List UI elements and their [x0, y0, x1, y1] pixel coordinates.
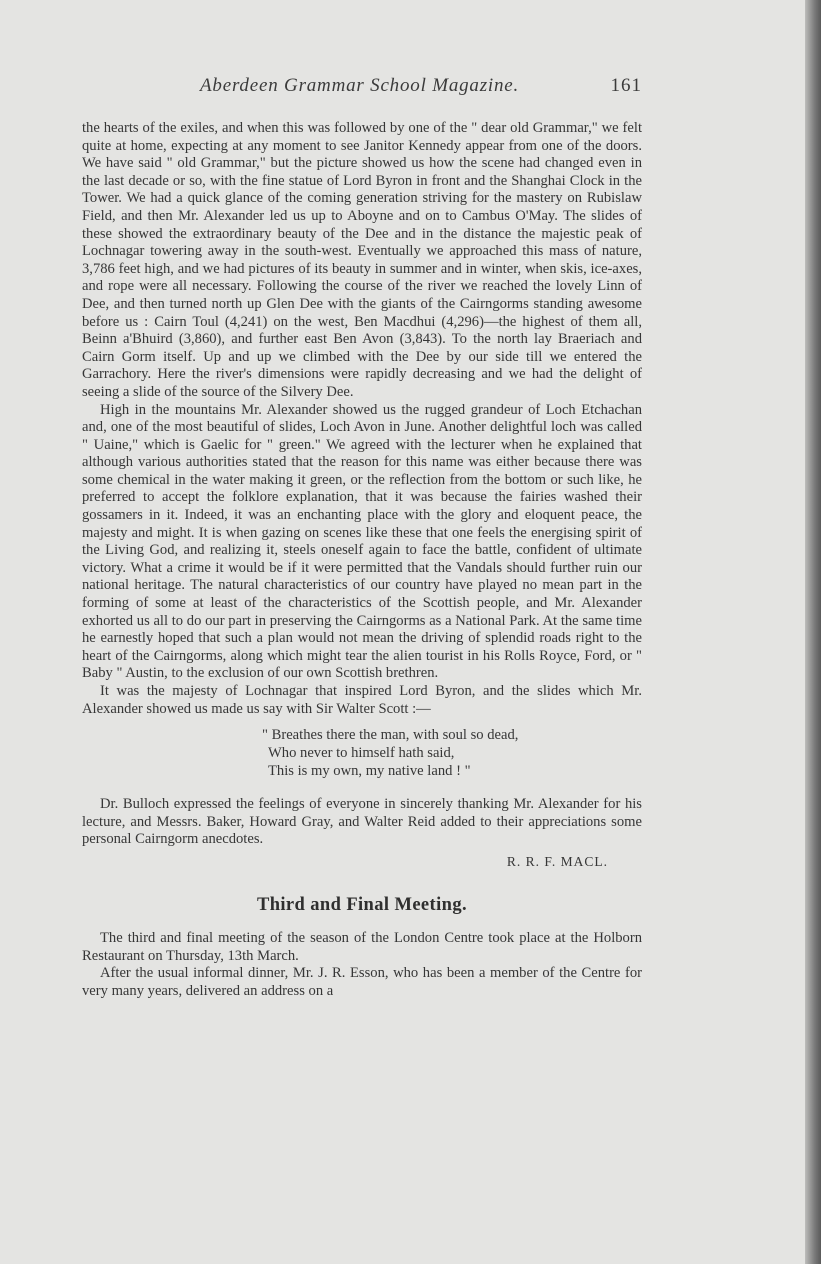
verse-line: This is my own, my native land ! "	[268, 763, 471, 780]
article-body	[82, 120, 642, 1001]
paragraph: After the usual informal dinner, Mr. J. R. Esson, who has been a member of the Centre for very many years, delivered an address on a	[82, 965, 642, 999]
page-header	[82, 72, 642, 102]
verse-line: Who never to himself hath said,	[268, 745, 455, 762]
author-signature: R. R. F. MACL.	[506, 853, 608, 869]
verse-line: " Breathes there the man, with soul so dead,	[262, 727, 519, 744]
paragraph: It was the majesty of Lochnagar that inspired Lord Byron, and the slides which Mr. Alexander showed us made us say with Sir Walter Scott :—	[82, 683, 642, 717]
running-title: Aberdeen Grammar School Magazine.	[200, 75, 520, 96]
paragraph: The third and final meeting of the season of the London Centre took place at the Holborn Restaurant on Thursday, 13th March.	[82, 930, 642, 964]
closing-paragraph: Dr. Bulloch expressed the feelings of everyone in sincerely thanking Mr. Alexander for his lecture, and Messrs. Baker, Howard Gray, and Walter Reid added to their appreciations some personal Cairngorm anecdotes.	[82, 796, 642, 848]
section-heading: Third and Final Meeting.	[256, 894, 468, 915]
page-edge-shadow	[805, 0, 821, 1264]
paragraph: the hearts of the exiles, and when this was followed by one of the " dear old Grammar," we felt quite at home, expecting at any moment to see Janitor Kennedy appear from one of the doors. We have said " old Grammar," but the picture showed us how the scene had changed even in the last decade or so, with the fine statue of Lord Byron in front and the Shanghai Clock in the Tower. We had a quick glance of the coming generation striving for the mastery on Rubislaw Field, and then Mr. Alexander led us up to Aboyne and on to Cambus O'May. The slides of these showed the extraordinary beauty of the Dee and in the distance the majestic peak of Lochnagar towering away in the south-west. Eventually we approached this mass of nature, 3,786 feet high, and we had pictures of its beauty in summer and in winter, when skis, ice-axes, and rope were all necessary. Following the course of the river we reached the lovely Linn of Dee, and then turned north up Glen Dee with the giants of the Cairngorms standing awesome before us : Cairn Toul (4,241) on the west, Ben Macdhui (4,296)—the highest of them all, Beinn a'Bhuird (3,860), and further east Ben Avon (3,843). To the north lay Braeriach and Cairn Gorm itself. Up and up we climbed with the Dee by our side till we entered the Garrachory. Here the river's dimensions were rapidly decreasing and we had the delight of seeing a slide of the source of the Silvery Dee.	[82, 120, 642, 400]
paragraph: High in the mountains Mr. Alexander showed us the rugged grandeur of Loch Etchachan and, one of the most beautiful of slides, Loch Avon in June. Another delightful loch was called " Uaine," which is Gaelic for " green." We agreed with the lecturer when he explained that although various authorities stated that the reason for this name was either because there was some chemical in the water making it green, or the reflection from the bottom or such like, he preferred to accept the folklore explanation, that it was because the fairies washed their gossamers in it. Indeed, it was an enchanting place with the glory and eloquent peace, the majesty and might. It is when gazing on scenes like these that one feels the energising spirit of the Living God, and realizing it, steels oneself again to face the battle, confident of ultimate victory. What a crime it would be if it were permitted that the Vandals should further ruin our national heritage. The natural characteristics of our country have played no mean part in the forming of some at least of the characteristics of the Scottish people, and Mr. Alexander exhorted us all to do our part in preserving the Cairngorms as a National Park. At the same time he earnestly hoped that such a plan would not mean the driving of splendid roads right to the heart of the Cairngorms, along which might tear the alien tourist in his Rolls Royce, Ford, or " Baby " Austin, to the exclusion of our own Scottish brethren.	[82, 401, 642, 682]
page-number: 161	[610, 75, 642, 96]
verse-quotation	[262, 726, 642, 780]
